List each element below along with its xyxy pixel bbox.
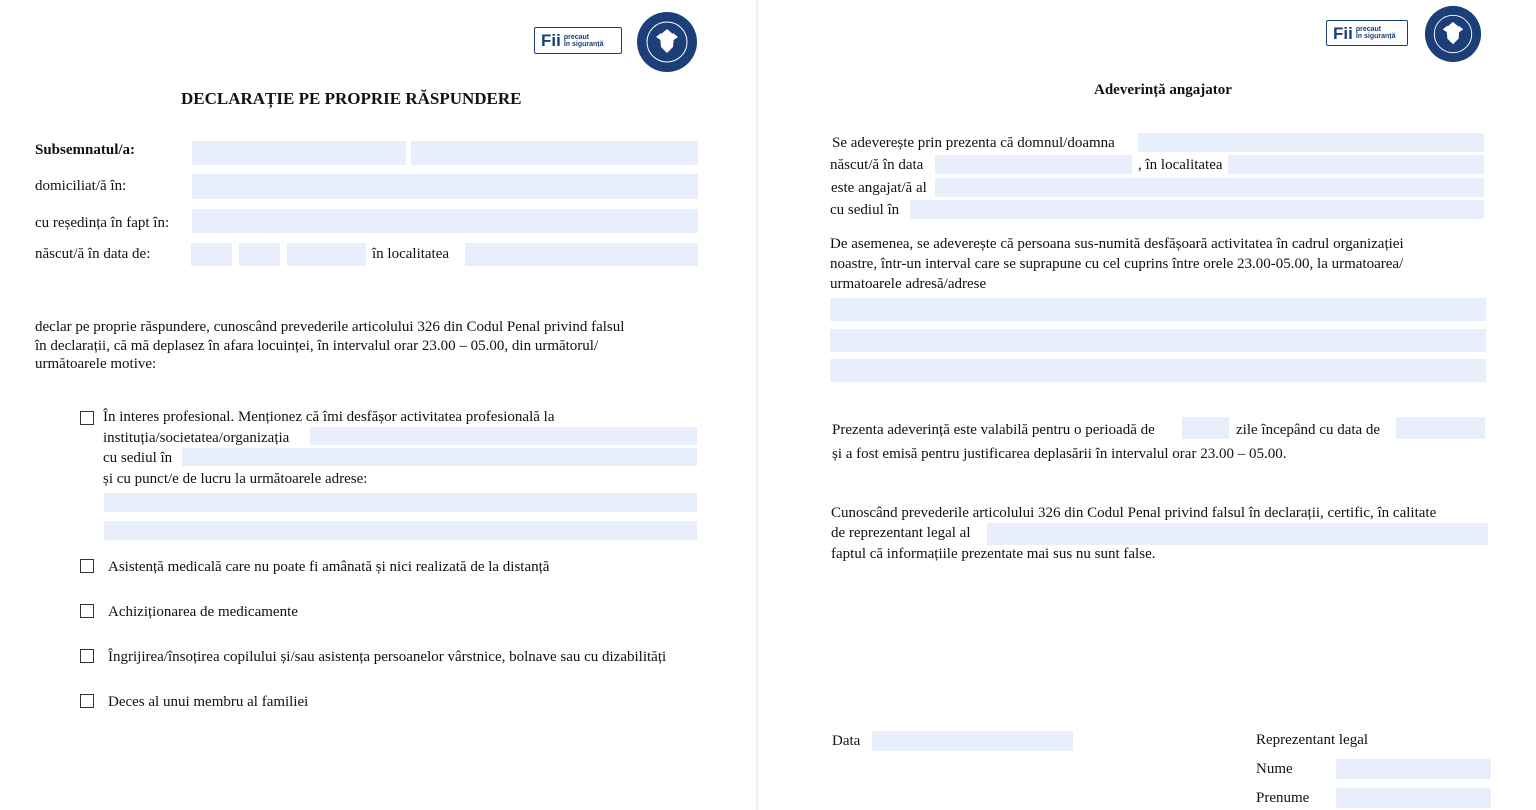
rep-first-name-input[interactable] — [1336, 788, 1491, 808]
validity-start-date-input[interactable] — [1396, 417, 1485, 439]
employer-name-input[interactable] — [935, 178, 1484, 197]
subsemnatul-label: Subsemnatul/a: — [35, 142, 136, 158]
checkbox-care[interactable] — [80, 649, 94, 663]
employee-name-input[interactable] — [1138, 133, 1484, 152]
data-label: Data — [832, 733, 861, 749]
p1-line-2b: , în localitatea — [1138, 157, 1223, 173]
p1-line-4: cu sediul în — [830, 202, 900, 218]
p2-line-2: noastre, într-un interval care se suprapune cu cel cuprins între orele 23.00-05.00, la urmatoarea/ — [830, 256, 1404, 272]
fii-precaut-badge: Fii precaut în siguranță — [1326, 20, 1408, 46]
guvernul-romaniei-seal-icon — [1424, 5, 1482, 63]
first-name-input[interactable] — [411, 141, 698, 165]
opt-death: Deces al unui membru al familiei — [108, 694, 309, 710]
birth-day-input[interactable] — [191, 243, 232, 266]
certificate-title: Adeverință angajator — [1094, 82, 1232, 98]
opt-care: Îngrijirea/însoțirea copilului și/sau asistența persoanelor vârstnice, bolnave sau cu dizabilități — [108, 649, 667, 665]
issue-date-input[interactable] — [872, 731, 1073, 751]
residence-input[interactable] — [192, 209, 698, 233]
p2-line-1: De asemenea, se adeverește că persoana sus-numită desfășoară activitatea în cadrul organizației — [830, 236, 1404, 252]
checkbox-professional[interactable] — [80, 411, 94, 425]
p3-line-1b: zile începând cu data de — [1236, 422, 1381, 438]
activity-address-3-input[interactable] — [830, 359, 1486, 382]
last-name-input[interactable] — [192, 141, 406, 165]
localitatea-label: în localitatea — [372, 246, 450, 262]
organization-input[interactable] — [310, 427, 697, 445]
opt-medication: Achiziționarea de medicamente — [108, 604, 298, 620]
birth-year-input[interactable] — [287, 243, 366, 266]
opt-medical: Asistență medicală care nu poate fi amânată și nici realizată de la distanță — [108, 559, 550, 575]
p3-line-2: și a fost emisă pentru justificarea deplasării în intervalul orar 23.00 – 05.00. — [832, 446, 1287, 462]
checkbox-medical[interactable] — [80, 559, 94, 573]
opt-professional-line-2: instituția/societatea/organizația — [103, 430, 290, 446]
employer-address-input[interactable] — [910, 200, 1484, 219]
work-address-1-input[interactable] — [104, 493, 697, 512]
rep-last-name-input[interactable] — [1336, 759, 1491, 779]
validity-days-input[interactable] — [1182, 417, 1229, 439]
activity-address-2-input[interactable] — [830, 329, 1486, 352]
p2-line-3: urmatoarele adresă/adrese — [830, 276, 987, 292]
declaration-text-line-1: declar pe proprie răspundere, cunoscând prevederile articolului 326 din Codul Penal privind falsul — [35, 319, 625, 335]
p1-line-2a: născut/ă în data — [830, 157, 924, 173]
work-address-2-input[interactable] — [104, 521, 697, 540]
organization-address-input[interactable] — [182, 448, 697, 466]
employee-birthdate-input[interactable] — [935, 155, 1132, 174]
employee-locality-input[interactable] — [1228, 155, 1484, 174]
resedinta-label: cu reședința în fapt în: — [35, 215, 170, 231]
p1-line-1: Se adeverește prin prezenta că domnul/doamna — [832, 135, 1115, 151]
declaration-text-line-3: următoarele motive: — [35, 356, 157, 372]
activity-address-1-input[interactable] — [830, 298, 1486, 321]
p4-line-2: de reprezentant legal al — [831, 525, 971, 541]
opt-professional-line-1: În interes profesional. Menționez că îmi desfășor activitatea profesională la — [103, 409, 555, 425]
employer-certificate-page — [758, 0, 1536, 810]
prenume-label: Prenume — [1256, 790, 1310, 806]
birth-month-input[interactable] — [239, 243, 280, 266]
checkbox-medication[interactable] — [80, 604, 94, 618]
opt-professional-line-3: cu sediul în — [103, 450, 173, 466]
p1-line-3: este angajat/ă al — [831, 180, 927, 196]
legal-entity-input[interactable] — [987, 523, 1488, 545]
legal-representative-label: Reprezentant legal — [1256, 732, 1369, 748]
declaration-page — [0, 0, 756, 810]
p3-line-1a: Prezenta adeverință este valabilă pentru o perioadă de — [832, 422, 1155, 438]
guvernul-romaniei-seal-icon — [636, 11, 698, 73]
opt-professional-line-4: și cu punct/e de lucru la următoarele adrese: — [103, 471, 368, 487]
declaration-title: DECLARAȚIE PE PROPRIE RĂSPUNDERE — [181, 89, 522, 108]
birth-locality-input[interactable] — [465, 243, 698, 266]
nume-label: Nume — [1256, 761, 1293, 777]
nascut-label: născut/ă în data de: — [35, 246, 151, 262]
declaration-text-line-2: în declarații, că mă deplasez în afara locuinței, în intervalul orar 23.00 – 05.00, din următorul/ — [35, 338, 599, 354]
p4-line-1: Cunoscând prevederile articolului 326 din Codul Penal privind falsul în declarații, certific, în calitate — [831, 505, 1437, 521]
fii-precaut-badge: Fii precaut în siguranță — [534, 27, 622, 54]
checkbox-death[interactable] — [80, 694, 94, 708]
p4-line-3: faptul că informațiile prezentate mai sus nu sunt false. — [831, 546, 1156, 562]
domicile-input[interactable] — [192, 174, 698, 199]
domiciliat-label: domiciliat/ă în: — [35, 178, 127, 194]
